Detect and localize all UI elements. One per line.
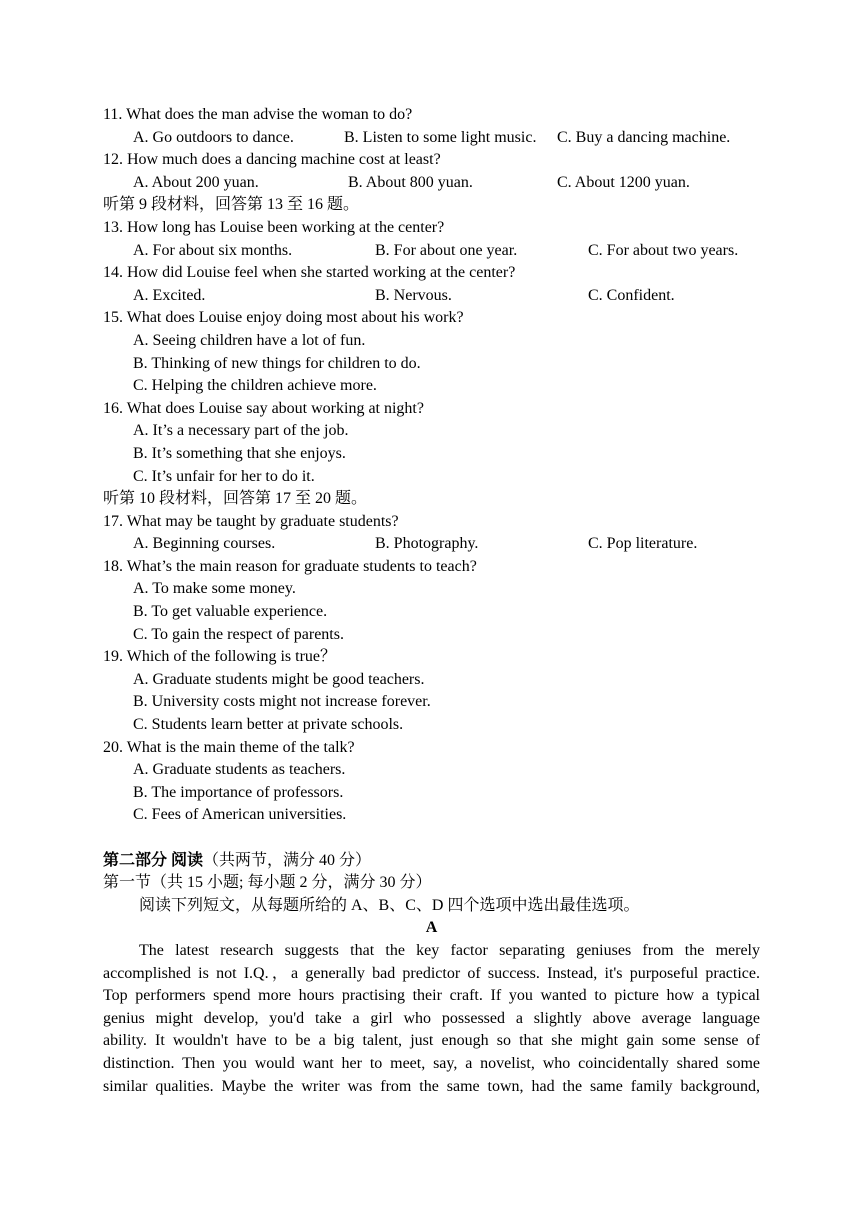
question-18: 18. What’s the main reason for graduate students to teach? [103, 557, 477, 575]
option-b: B. Photography. [375, 535, 479, 553]
option-c: C. Students learn better at private schools. [133, 716, 404, 734]
question-17-options [103, 533, 760, 556]
spacer [103, 827, 760, 850]
question-11-options [103, 127, 760, 150]
passage-label: A [425, 919, 438, 937]
part-2-title: 第二部分 阅读 [103, 851, 204, 869]
option-b: B. Nervous. [375, 286, 452, 304]
passage-line: genius might develop, you'd take a girl who possessed a slightly above average language [103, 1009, 760, 1027]
question-15: 15. What does Louise enjoy doing most about his work? [103, 309, 464, 327]
option-a: A. To make some money. [133, 580, 296, 598]
option-c: C. It’s unfair for her to do it. [133, 467, 315, 485]
question-16: 16. What does Louise say about working at night? [103, 399, 424, 417]
passage-line: distinction. Then you would want her to meet, say, a novelist, who coincidentally shared some [103, 1054, 760, 1072]
option-a: A. Excited. [133, 286, 206, 304]
question-12-options [103, 172, 760, 195]
option-b: B. Listen to some light music. [344, 128, 537, 146]
question-12: 12. How much does a dancing machine cost at least? [103, 151, 441, 169]
option-a: A. Seeing children have a lot of fun. [133, 331, 366, 349]
section-1-heading: 第一节（共 15 小题; 每小题 2 分，满分 30 分） [103, 874, 432, 892]
option-c: C. Buy a dancing machine. [557, 128, 731, 146]
option-b: B. University costs might not increase forever. [133, 693, 431, 711]
option-b: B. The importance of professors. [133, 783, 344, 801]
passage-line: Top performers spend more hours practising their craft. If you wanted to picture how a typical [103, 987, 760, 1005]
option-c: C. About 1200 yuan. [557, 173, 690, 191]
option-a: A. For about six months. [133, 241, 293, 259]
option-c: C. Fees of American universities. [133, 806, 347, 824]
question-14-options [103, 285, 760, 308]
option-b: B. About 800 yuan. [348, 173, 473, 191]
question-20: 20. What is the main theme of the talk? [103, 738, 355, 756]
option-b: B. To get valuable experience. [133, 603, 328, 621]
option-c: C. For about two years. [588, 241, 739, 259]
option-a: A. Graduate students as teachers. [133, 761, 346, 779]
section-9-heading: 听第 9 段材料，回答第 13 至 16 题。 [103, 196, 360, 214]
question-13: 13. How long has Louise been working at the center? [103, 218, 445, 236]
document-content [103, 104, 760, 1098]
option-a: A. Beginning courses. [133, 535, 276, 553]
option-b: B. It’s something that she enjoys. [133, 444, 346, 462]
option-b: B. For about one year. [375, 241, 518, 259]
passage-line: similar qualities. Maybe the writer was from the same town, had the same family background, [103, 1077, 760, 1095]
question-13-options [103, 240, 760, 263]
question-17: 17. What may be taught by graduate students? [103, 512, 399, 530]
option-c: C. Pop literature. [588, 535, 698, 553]
passage-line: ability. It wouldn't have to be a big talent, just enough so that she might gain some sense of [103, 1032, 760, 1050]
option-c: C. Confident. [588, 286, 675, 304]
part-2-heading [103, 850, 760, 873]
passage-text [103, 940, 760, 1098]
question-14: 14. How did Louise feel when she started working at the center? [103, 264, 516, 282]
passage-line: accomplished is not I.Q.，a generally bad predictor of success. Instead, it's purposeful practice. [103, 964, 760, 982]
option-c: C. Helping the children achieve more. [133, 377, 377, 395]
question-19: 19. Which of the following is true？ [103, 648, 337, 666]
option-a: A. Go outdoors to dance. [133, 128, 294, 146]
question-11: 11. What does the man advise the woman to do? [103, 106, 413, 123]
instructions: 阅读下列短文，从每题所给的 A、B、C、D 四个选项中选出最佳选项。 [139, 896, 640, 914]
part-2-info: （共两节，满分 40 分） [203, 851, 372, 869]
option-a: A. It’s a necessary part of the job. [133, 422, 349, 440]
option-b: B. Thinking of new things for children to do. [133, 354, 421, 372]
option-a: A. About 200 yuan. [133, 173, 259, 191]
passage-line: The latest research suggests that the key factor separating geniuses from the merely [139, 941, 760, 959]
option-a: A. Graduate students might be good teachers. [133, 670, 425, 688]
option-c: C. To gain the respect of parents. [133, 625, 344, 643]
section-10-heading: 听第 10 段材料，回答第 17 至 20 题。 [103, 490, 368, 508]
